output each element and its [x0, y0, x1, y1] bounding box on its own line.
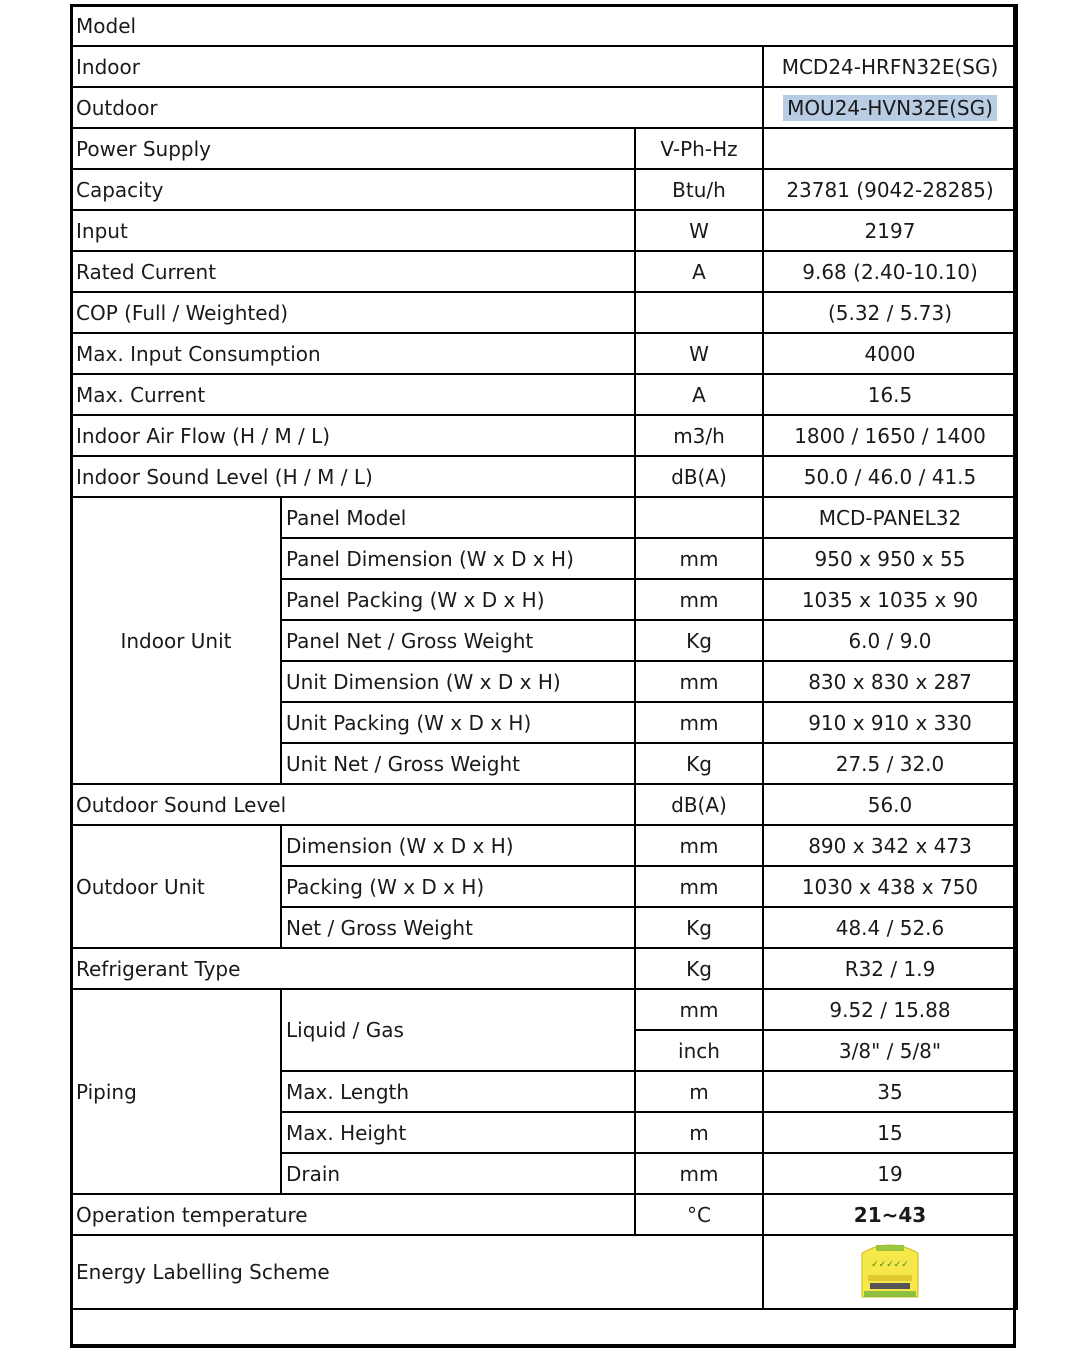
row-label: Packing (W x D x H): [281, 866, 635, 907]
row-value: 1800 / 1650 / 1400: [763, 415, 1017, 456]
row-value: 23781 (9042-28285): [763, 169, 1017, 210]
row-label: Drain: [281, 1153, 635, 1194]
row-label: Panel Packing (W x D x H): [281, 579, 635, 620]
row-unit: A: [635, 251, 763, 292]
row-value: 19: [763, 1153, 1017, 1194]
row-label: Panel Dimension (W x D x H): [281, 538, 635, 579]
row-value: 2197: [763, 210, 1017, 251]
row-label: Input: [71, 210, 635, 251]
row-unit: mm: [635, 825, 763, 866]
row-label: Refrigerant Type: [71, 948, 635, 989]
row-unit: W: [635, 210, 763, 251]
row-value: (5.32 / 5.73): [763, 292, 1017, 333]
row-unit: m: [635, 1071, 763, 1112]
row-label: Power Supply: [71, 128, 635, 169]
row-label: Capacity: [71, 169, 635, 210]
row-unit: °C: [635, 1194, 763, 1235]
row-unit: mm: [635, 538, 763, 579]
row-value: 890 x 342 x 473: [763, 825, 1017, 866]
row-value: 950 x 950 x 55: [763, 538, 1017, 579]
row-unit: Kg: [635, 743, 763, 784]
row-unit: mm: [635, 1153, 763, 1194]
row-label: Panel Net / Gross Weight: [281, 620, 635, 661]
indoor-unit-group-label: Indoor Unit: [71, 497, 281, 784]
row-unit: m: [635, 1112, 763, 1153]
row-label: Max. Input Consumption: [71, 333, 635, 374]
row-unit: V-Ph-Hz: [635, 128, 763, 169]
row-value: 9.68 (2.40-10.10): [763, 251, 1017, 292]
row-label: Unit Packing (W x D x H): [281, 702, 635, 743]
liquid-gas-label: Liquid / Gas: [281, 989, 635, 1071]
indoor-label: Indoor: [71, 46, 763, 87]
row-value: 830 x 830 x 287: [763, 661, 1017, 702]
energy-label-text: Energy Labelling Scheme: [71, 1235, 763, 1309]
row-label: Operation temperature: [71, 1194, 635, 1235]
row-unit: mm: [635, 579, 763, 620]
row-value: MCD-PANEL32: [763, 497, 1017, 538]
row-unit: A: [635, 374, 763, 415]
piping-group-label: Piping: [71, 989, 281, 1194]
row-label: Indoor Air Flow (H / M / L): [71, 415, 635, 456]
row-value: 16.5: [763, 374, 1017, 415]
row-value: 27.5 / 32.0: [763, 743, 1017, 784]
row-label: Max. Current: [71, 374, 635, 415]
svg-text:✓✓✓✓✓: ✓✓✓✓✓: [871, 1260, 909, 1270]
row-unit: dB(A): [635, 784, 763, 825]
row-label: Max. Length: [281, 1071, 635, 1112]
row-unit: W: [635, 333, 763, 374]
row-value: 3/8" / 5/8": [763, 1030, 1017, 1071]
row-label: Outdoor Sound Level: [71, 784, 635, 825]
row-value: 35: [763, 1071, 1017, 1112]
row-label: COP (Full / Weighted): [71, 292, 635, 333]
row-value: 50.0 / 46.0 / 41.5: [763, 456, 1017, 497]
row-value: 6.0 / 9.0: [763, 620, 1017, 661]
row-label: Indoor Sound Level (H / M / L): [71, 456, 635, 497]
row-label: Unit Net / Gross Weight: [281, 743, 635, 784]
row-unit: Btu/h: [635, 169, 763, 210]
row-label: Net / Gross Weight: [281, 907, 635, 948]
row-value: 21~43: [763, 1194, 1017, 1235]
row-label: Rated Current: [71, 251, 635, 292]
row-unit: inch: [635, 1030, 763, 1071]
model-header: Model: [71, 5, 1017, 46]
row-value: 1030 x 438 x 750: [763, 866, 1017, 907]
row-unit: Kg: [635, 620, 763, 661]
row-unit: mm: [635, 989, 763, 1030]
row-label: Panel Model: [281, 497, 635, 538]
row-label: Unit Dimension (W x D x H): [281, 661, 635, 702]
row-unit: dB(A): [635, 456, 763, 497]
row-unit: mm: [635, 866, 763, 907]
row-label: Dimension (W x D x H): [281, 825, 635, 866]
outdoor-model-value: MOU24-HVN32E(SG): [783, 95, 997, 121]
outdoor-unit-group-label: Outdoor Unit: [71, 825, 281, 948]
row-unit: Kg: [635, 948, 763, 989]
row-unit: Kg: [635, 907, 763, 948]
outdoor-label: Outdoor: [71, 87, 763, 128]
row-value: 4000: [763, 333, 1017, 374]
table-frame: [70, 4, 1016, 1348]
row-unit: mm: [635, 702, 763, 743]
row-value: 910 x 910 x 330: [763, 702, 1017, 743]
row-value: 15: [763, 1112, 1017, 1153]
row-value: 9.52 / 15.88: [763, 989, 1017, 1030]
row-label: Max. Height: [281, 1112, 635, 1153]
indoor-model-value: MCD24-HRFN32E(SG): [763, 46, 1017, 87]
row-value: 48.4 / 52.6: [763, 907, 1017, 948]
row-value: R32 / 1.9: [763, 948, 1017, 989]
row-unit: m3/h: [635, 415, 763, 456]
row-value: 56.0: [763, 784, 1017, 825]
row-value: 1035 x 1035 x 90: [763, 579, 1017, 620]
row-unit: mm: [635, 661, 763, 702]
